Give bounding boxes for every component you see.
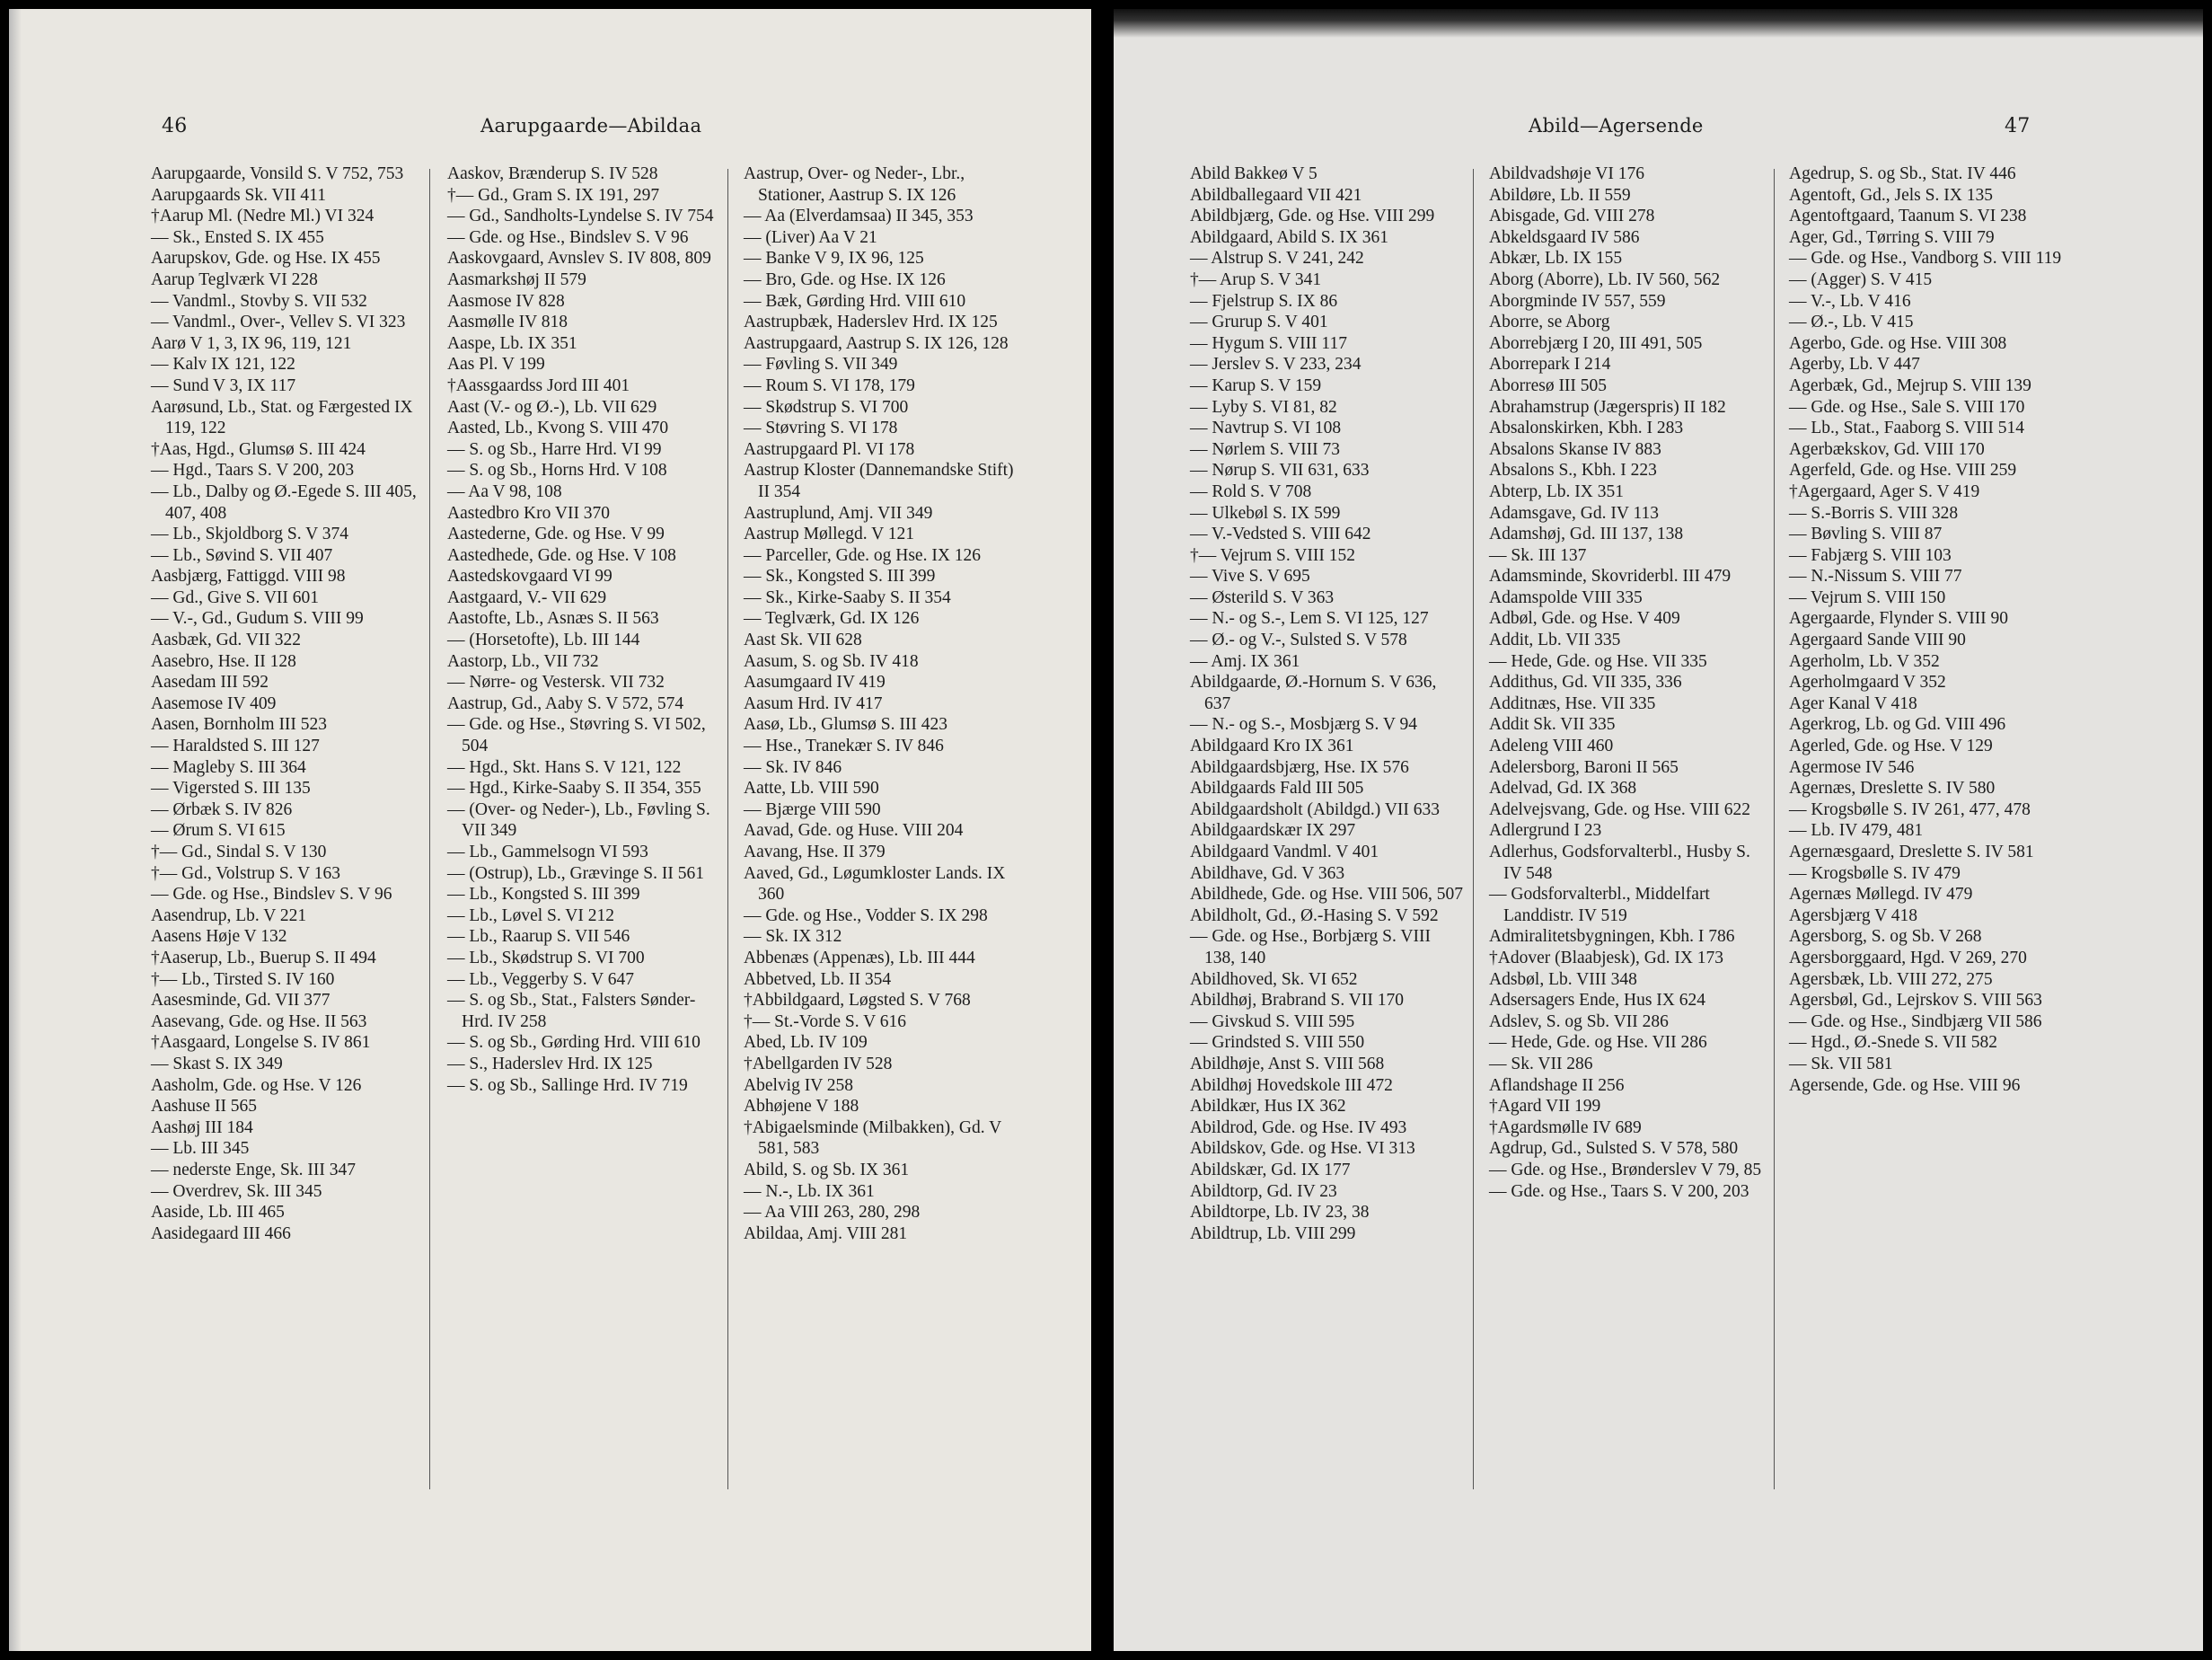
index-entry: †Aas, Hgd., Glumsø S. III 424 xyxy=(151,439,366,459)
index-entry: Aastedhede, Gde. og Hse. V 108 xyxy=(447,545,676,565)
index-entry: Abildballegaard VII 421 xyxy=(1190,185,1362,205)
index-entry: †— Lb., Tirsted S. IV 160 xyxy=(151,969,335,989)
index-entry: Abildbjærg, Gde. og Hse. VIII 299 xyxy=(1190,207,1435,226)
index-entry: Aasebro, Hse. II 128 xyxy=(151,651,296,671)
index-entry: Abildkær, Hus IX 362 xyxy=(1190,1097,1346,1117)
index-entry: — Hede, Gde. og Hse. VII 335 xyxy=(1489,651,1707,671)
index-entry: — Nørup S. VII 631, 633 xyxy=(1190,461,1370,481)
index-entry: Aastedskovgaard VI 99 xyxy=(447,567,612,587)
index-entry: Aasevang, Gde. og Hse. II 563 xyxy=(151,1011,367,1031)
index-entry: Adelvejsvang, Gde. og Hse. VIII 622 xyxy=(1489,799,1750,819)
index-entry: †Aasgaard, Longelse S. IV 861 xyxy=(151,1033,371,1053)
index-entry: Aborre, se Aborg xyxy=(1489,313,1610,332)
index-entry: — V.-, Lb. V 416 xyxy=(1789,291,1911,311)
index-entry: — Bro, Gde. og Hse. IX 126 xyxy=(744,269,946,289)
index-entry: — Gde. og Hse., Taars S. V 200, 203 xyxy=(1489,1181,1749,1201)
index-entry: Aasens Høje V 132 xyxy=(151,927,287,947)
index-entry: Abildvadshøje VI 176 xyxy=(1489,164,1644,183)
index-entry: Absalons Skanse IV 883 xyxy=(1489,439,1661,459)
index-entry: †Agergaard, Ager S. V 419 xyxy=(1789,481,1980,501)
right-column-3 xyxy=(1789,163,2063,1096)
index-entry: — S. og Sb., Horns Hrd. V 108 xyxy=(447,461,667,481)
index-entry: Agersbæk, Lb. VIII 272, 275 xyxy=(1789,969,1993,989)
index-entry: †Abigaelsminde (Milbakken), Gd. V 581, 583 xyxy=(744,1117,1001,1159)
index-entry: Abkær, Lb. IX 155 xyxy=(1489,249,1623,269)
index-entry: Aastrup Møllegd. V 121 xyxy=(744,525,914,544)
index-entry: Addit Sk. VII 335 xyxy=(1489,715,1616,735)
index-entry: Agernæsgaard, Dreslette S. IV 581 xyxy=(1789,843,2034,861)
index-entry: Aatte, Lb. VIII 590 xyxy=(744,779,879,799)
index-entry: — Lyby S. VI 81, 82 xyxy=(1190,397,1337,417)
index-entry: — Lb., Løvel S. VI 212 xyxy=(447,905,614,925)
index-entry: Additnæs, Hse. VII 335 xyxy=(1489,693,1656,713)
index-entry: Agersborggaard, Hgd. V 269, 270 xyxy=(1789,948,2027,967)
index-entry: †Aaserup, Lb., Buerup S. II 494 xyxy=(151,948,376,967)
index-entry: — Lb., Raarup S. VII 546 xyxy=(447,927,630,947)
index-entry: — Hgd., Taars S. V 200, 203 xyxy=(151,461,355,481)
index-entry: — Gde. og Hse., Sindbjærg VII 586 xyxy=(1789,1011,2042,1031)
index-entry: Abildhede, Gde. og Hse. VIII 506, 507 xyxy=(1190,885,1464,905)
index-entry: Aastofte, Lb., Asnæs S. II 563 xyxy=(447,609,659,629)
index-entry: Abrahamstrup (Jægerspris) II 182 xyxy=(1489,397,1726,417)
index-entry: Abildholt, Gd., Ø.-Hasing S. V 592 xyxy=(1190,905,1439,925)
index-entry: Adslev, S. og Sb. VII 286 xyxy=(1489,1011,1669,1031)
index-entry: — Sk. VII 286 xyxy=(1489,1054,1593,1073)
index-entry: Aasendrup, Lb. V 221 xyxy=(151,905,307,925)
index-entry: — Gd., Give S. VII 601 xyxy=(151,587,320,607)
index-entry: Agermose IV 546 xyxy=(1789,757,1915,777)
index-entry: Agerbæk, Gd., Mejrup S. VIII 139 xyxy=(1789,375,2031,395)
index-entry: — Lb., Skjoldborg S. V 374 xyxy=(151,525,348,544)
index-entry: Aasen, Bornholm III 523 xyxy=(151,715,328,735)
left-column-1 xyxy=(151,163,425,1244)
index-entry: — S. og Sb., Harre Hrd. VI 99 xyxy=(447,439,662,459)
index-entry: — Banke V 9, IX 96, 125 xyxy=(744,249,924,269)
index-entry: — Gde. og Hse., Sale S. VIII 170 xyxy=(1789,397,2025,417)
index-entry: — Nørre- og Vestersk. VII 732 xyxy=(447,673,665,693)
index-entry: — Nørlem S. VIII 73 xyxy=(1190,439,1340,459)
index-entry: — Grindsted S. VIII 550 xyxy=(1190,1033,1365,1053)
index-entry: Adeleng VIII 460 xyxy=(1489,737,1614,756)
index-entry: — (Liver) Aa V 21 xyxy=(744,227,877,247)
index-entry: — Ø.- og V.-, Sulsted S. V 578 xyxy=(1190,631,1407,650)
left-column-2 xyxy=(447,163,721,1096)
index-entry: Aborgminde IV 557, 559 xyxy=(1489,291,1666,311)
index-entry: †Agard VII 199 xyxy=(1489,1097,1601,1117)
index-entry: Abildhoved, Sk. VI 652 xyxy=(1190,969,1358,989)
index-entry: †Agardsmølle IV 689 xyxy=(1489,1117,1642,1137)
index-entry: Agersborg, S. og Sb. V 268 xyxy=(1789,927,1982,947)
index-entry: — Lb., Søvind S. VII 407 xyxy=(151,545,333,565)
index-entry: — Krogsbølle S. IV 261, 477, 478 xyxy=(1789,799,2031,819)
index-entry: — Lb., Skødstrup S. VI 700 xyxy=(447,948,645,967)
index-entry: — Skødstrup S. VI 700 xyxy=(744,397,909,417)
index-entry: Aasemose IV 409 xyxy=(151,693,277,713)
index-entry: †— Arup S. V 341 xyxy=(1190,269,1322,289)
index-entry: Abildhave, Gd. V 363 xyxy=(1190,863,1345,883)
index-entry: — Lb., Gammelsogn VI 593 xyxy=(447,843,648,861)
index-entry: Abhøjene V 188 xyxy=(744,1097,859,1117)
left-running-head: Aarupgaarde—Abildaa xyxy=(480,115,702,137)
index-entry: Abildhøj, Brabrand S. VII 170 xyxy=(1190,991,1404,1011)
index-entry: — nederste Enge, Sk. III 347 xyxy=(151,1160,356,1179)
index-entry: Aaspe, Lb. IX 351 xyxy=(447,333,577,353)
index-entry: — Sk. III 137 xyxy=(1489,545,1587,565)
index-entry: — Karup S. V 159 xyxy=(1190,375,1322,395)
index-entry: Agerled, Gde. og Hse. V 129 xyxy=(1789,737,1993,756)
index-entry: Abildgaard, Abild S. IX 361 xyxy=(1190,227,1388,247)
index-entry: — Grurup S. V 401 xyxy=(1190,313,1328,332)
index-entry: Aasø, Lb., Glumsø S. III 423 xyxy=(744,715,947,735)
index-entry: Agentoftgaard, Taanum S. VI 238 xyxy=(1789,207,2027,226)
index-entry: Adsersagers Ende, Hus IX 624 xyxy=(1489,991,1705,1011)
index-entry: — Lb., Stat., Faaborg S. VIII 514 xyxy=(1789,419,2024,438)
index-entry: — Sk., Kongsted S. III 399 xyxy=(744,567,936,587)
index-entry: — Sk. IX 312 xyxy=(744,927,842,947)
index-entry: — Gde. og Hse., Bindslev S. V 96 xyxy=(151,885,392,905)
index-entry: Aasmose IV 828 xyxy=(447,291,565,311)
index-entry: — Lb., Veggerby S. V 647 xyxy=(447,969,635,989)
column-divider xyxy=(429,169,430,1489)
index-entry: — Magleby S. III 364 xyxy=(151,757,306,777)
index-entry: Abildgaardsholt (Abildgd.) VII 633 xyxy=(1190,799,1441,819)
index-entry: — Sk., Kirke-Saaby S. II 354 xyxy=(744,587,951,607)
index-entry: — Godsforvalterbl., Middelfart Landdistr. IV 519 xyxy=(1489,885,1710,925)
index-entry: — Hgd., Ø.-Snede S. VII 582 xyxy=(1789,1033,1998,1053)
right-page-number: 47 xyxy=(2005,115,2031,137)
index-entry: Agerby, Lb. V 447 xyxy=(1789,355,1920,375)
index-entry: Agerkrog, Lb. og Gd. VIII 496 xyxy=(1789,715,2006,735)
index-entry: — (Ostrup), Lb., Grævinge S. II 561 xyxy=(447,863,704,883)
index-entry: Adamsminde, Skovriderbl. III 479 xyxy=(1489,567,1732,587)
index-entry: — N.-, Lb. IX 361 xyxy=(744,1181,875,1201)
index-entry: Aarø V 1, 3, IX 96, 119, 121 xyxy=(151,333,352,353)
index-entry: Aavad, Gde. og Huse. VIII 204 xyxy=(744,821,964,841)
index-entry: Abbenæs (Appenæs), Lb. III 444 xyxy=(744,948,975,967)
index-entry: — V.-, Gd., Gudum S. VIII 99 xyxy=(151,609,364,629)
index-entry: Adsbøl, Lb. VIII 348 xyxy=(1489,969,1637,989)
index-entry: Abildgaardskær IX 297 xyxy=(1190,821,1356,841)
index-entry: Abisgade, Gd. VIII 278 xyxy=(1489,207,1655,226)
page-edge-shade xyxy=(9,9,22,1651)
index-entry: — Alstrup S. V 241, 242 xyxy=(1190,249,1364,269)
index-entry: Abildaa, Amj. VIII 281 xyxy=(744,1223,908,1243)
index-entry: Agernæs Møllegd. IV 479 xyxy=(1789,885,1973,905)
index-entry: Abildtrup, Lb. VIII 299 xyxy=(1190,1223,1356,1243)
index-entry: Agernæs, Dreslette S. IV 580 xyxy=(1789,779,1996,799)
right-column-2 xyxy=(1489,163,1763,1202)
index-entry: Addithus, Gd. VII 335, 336 xyxy=(1489,673,1682,693)
index-entry: †— Gd., Gram S. IX 191, 297 xyxy=(447,185,660,205)
index-entry: †— Gd., Sindal S. V 130 xyxy=(151,843,327,861)
index-entry: Aaside, Lb. III 465 xyxy=(151,1203,285,1223)
index-entry: Aasholm, Gde. og Hse. V 126 xyxy=(151,1075,362,1095)
index-entry: Aastrup, Gd., Aaby S. V 572, 574 xyxy=(447,693,684,713)
index-entry: — Bjærge VIII 590 xyxy=(744,799,881,819)
index-entry: Aastgaard, V.- VII 629 xyxy=(447,587,607,607)
index-entry: Abbetved, Lb. II 354 xyxy=(744,969,892,989)
index-entry: Aastrupgaard Pl. VI 178 xyxy=(744,439,915,459)
index-entry: †Abbildgaard, Løgsted S. V 768 xyxy=(744,991,971,1011)
index-entry: — Gde. og Hse., Støvring S. VI 502, 504 xyxy=(447,715,706,756)
index-entry: Aasedam III 592 xyxy=(151,673,269,693)
index-entry: — Amj. IX 361 xyxy=(1190,651,1300,671)
column-divider xyxy=(1774,169,1775,1489)
index-entry: Abildtorpe, Lb. IV 23, 38 xyxy=(1190,1203,1370,1223)
index-entry: Abild Bakkeø V 5 xyxy=(1190,164,1318,183)
index-entry: — Aa VIII 263, 280, 298 xyxy=(744,1203,921,1223)
index-entry: Aaskovgaard, Avnslev S. IV 808, 809 xyxy=(447,249,711,269)
index-entry: Agersbøl, Gd., Lejrskov S. VIII 563 xyxy=(1789,991,2042,1011)
left-page xyxy=(9,9,1091,1651)
index-entry: — Overdrev, Sk. III 345 xyxy=(151,1181,322,1201)
index-entry: — Fabjærg S. VIII 103 xyxy=(1789,545,1952,565)
index-entry: — Vigersted S. III 135 xyxy=(151,779,311,799)
index-entry: — Rold S. V 708 xyxy=(1190,481,1312,501)
index-entry: — Østerild S. V 363 xyxy=(1190,587,1335,607)
index-entry: — Bøvling S. VIII 87 xyxy=(1789,525,1943,544)
index-entry: Adbøl, Gde. og Hse. V 409 xyxy=(1489,609,1680,629)
index-entry: Absalons S., Kbh. I 223 xyxy=(1489,461,1657,481)
index-entry: — Lb. IV 479, 481 xyxy=(1789,821,1924,841)
index-entry: — Ørum S. VI 615 xyxy=(151,821,286,841)
index-entry: Aarup Teglværk VI 228 xyxy=(151,269,318,289)
index-entry: — N.-Nissum S. VIII 77 xyxy=(1789,567,1962,587)
index-entry: — S.-Borris S. VIII 328 xyxy=(1789,503,1959,523)
index-entry: Absalonskirken, Kbh. I 283 xyxy=(1489,419,1684,438)
index-entry: — N.- og S.-, Lem S. VI 125, 127 xyxy=(1190,609,1429,629)
index-entry: Abildhøj Hovedskole III 472 xyxy=(1190,1075,1393,1095)
index-entry: — Kalv IX 121, 122 xyxy=(151,355,295,375)
index-entry: Aasted, Lb., Kvong S. VIII 470 xyxy=(447,419,669,438)
index-entry: — Sk., Ensted S. IX 455 xyxy=(151,227,324,247)
index-entry: — N.- og S.-, Mosbjærg S. V 94 xyxy=(1190,715,1418,735)
index-entry: †— Vejrum S. VIII 152 xyxy=(1190,545,1355,565)
index-entry: — (Agger) S. V 415 xyxy=(1789,269,1933,289)
index-entry: Adelersborg, Baroni II 565 xyxy=(1489,757,1679,777)
index-entry: — Hgd., Kirke-Saaby S. II 354, 355 xyxy=(447,779,701,799)
index-entry: — Ø.-, Lb. V 415 xyxy=(1789,313,1914,332)
left-column-3 xyxy=(744,163,1018,1244)
index-entry: Aastrupgaard, Aastrup S. IX 126, 128 xyxy=(744,333,1009,353)
index-entry: — Givskud S. VIII 595 xyxy=(1190,1011,1355,1031)
index-entry: — Aa (Elverdamsaa) II 345, 353 xyxy=(744,207,974,226)
index-entry: — (Horsetofte), Lb. III 144 xyxy=(447,631,640,650)
index-entry: Abildgaard Kro IX 361 xyxy=(1190,737,1354,756)
index-entry: — S. og Sb., Sallinge Hrd. IV 719 xyxy=(447,1075,688,1095)
index-entry: Aarøsund, Lb., Stat. og Færgested IX 119, 122 xyxy=(151,397,413,438)
index-entry: Abildgaardsbjærg, Hse. IX 576 xyxy=(1190,757,1409,777)
index-entry: Abelvig IV 258 xyxy=(744,1075,854,1095)
right-page xyxy=(1114,9,2203,1651)
index-entry: Aflandshage II 256 xyxy=(1489,1075,1625,1095)
index-entry: Aaved, Gd., Løgumkloster Lands. IX 360 xyxy=(744,863,1006,905)
index-entry: Aarupskov, Gde. og Hse. IX 455 xyxy=(151,249,381,269)
index-entry: Aaskov, Brænderup S. IV 528 xyxy=(447,164,658,183)
index-entry: — Støvring S. VI 178 xyxy=(744,419,898,438)
index-entry: — Gde. og Hse., Borbjærg S. VIII 138, 140 xyxy=(1190,927,1431,967)
index-entry: Abed, Lb. IV 109 xyxy=(744,1033,868,1053)
left-page-number: 46 xyxy=(162,115,188,137)
index-entry: Adamspolde VIII 335 xyxy=(1489,587,1643,607)
index-entry: Aastorp, Lb., VII 732 xyxy=(447,651,599,671)
index-entry: — Lb., Kongsted S. III 399 xyxy=(447,885,640,905)
index-entry: Aborresø III 505 xyxy=(1489,375,1608,395)
index-entry: — S. og Sb., Stat., Falsters Sønder-Hrd. IV 258 xyxy=(447,991,696,1031)
index-entry: — Hede, Gde. og Hse. VII 286 xyxy=(1489,1033,1707,1053)
index-entry: — Vejrum S. VIII 150 xyxy=(1789,587,1946,607)
index-entry: Aastruplund, Amj. VII 349 xyxy=(744,503,933,523)
index-entry: — Ulkebøl S. IX 599 xyxy=(1190,503,1341,523)
index-entry: — Gde. og Hse., Brønderslev V 79, 85 xyxy=(1489,1160,1762,1179)
index-entry: Abkeldsgaard IV 586 xyxy=(1489,227,1640,247)
index-entry: Aashuse II 565 xyxy=(151,1097,258,1117)
index-entry: — (Over- og Neder-), Lb., Føvling S. VII 349 xyxy=(447,799,710,841)
index-entry: — Sund V 3, IX 117 xyxy=(151,375,296,395)
index-entry: — Gd., Sandholts-Lyndelse S. IV 754 xyxy=(447,207,714,226)
index-entry: — Bæk, Gørding Hrd. VIII 610 xyxy=(744,291,966,311)
index-entry: — Teglværk, Gd. IX 126 xyxy=(744,609,920,629)
index-entry: Agdrup, Gd., Sulsted S. V 578, 580 xyxy=(1489,1139,1739,1159)
index-entry: Abildrod, Gde. og Hse. IV 493 xyxy=(1190,1117,1407,1137)
index-entry: †— Gd., Volstrup S. V 163 xyxy=(151,863,340,883)
index-entry: — Fjelstrup S. IX 86 xyxy=(1190,291,1338,311)
index-entry: Abild, S. og Sb. IX 361 xyxy=(744,1160,910,1179)
index-entry: Agedrup, S. og Sb., Stat. IV 446 xyxy=(1789,164,2016,183)
index-entry: — Sk. IV 846 xyxy=(744,757,842,777)
index-entry: Abildskov, Gde. og Hse. VI 313 xyxy=(1190,1139,1415,1159)
index-entry: †Aarup Ml. (Nedre Ml.) VI 324 xyxy=(151,207,375,226)
column-divider xyxy=(1473,169,1474,1489)
index-entry: Aasmølle IV 818 xyxy=(447,313,568,332)
index-entry: Adamshøj, Gd. III 137, 138 xyxy=(1489,525,1684,544)
index-entry: †Abellgarden IV 528 xyxy=(744,1054,893,1073)
index-entry: — Lb., Dalby og Ø.-Egede S. III 405, 407, 408 xyxy=(151,481,417,523)
index-entry: Aast (V.- og Ø.-), Lb. VII 629 xyxy=(447,397,657,417)
index-entry: Abildhøje, Anst S. VIII 568 xyxy=(1190,1054,1385,1073)
index-entry: Agerholmgaard V 352 xyxy=(1789,673,1946,693)
index-entry: Agerbo, Gde. og Hse. VIII 308 xyxy=(1789,333,2007,353)
index-entry: Agentoft, Gd., Jels S. IX 135 xyxy=(1789,185,1993,205)
index-entry: †Adover (Blaabjesk), Gd. IX 173 xyxy=(1489,948,1724,967)
index-entry: Ager, Gd., Tørring S. VIII 79 xyxy=(1789,227,1995,247)
index-entry: Abildgaarde, Ø.-Hornum S. V 636, 637 xyxy=(1190,673,1437,713)
index-entry: Aastrup, Over- og Neder-, Lbr., Stationer, Aastrup S. IX 126 xyxy=(744,164,965,205)
index-entry: — Hgd., Skt. Hans S. V 121, 122 xyxy=(447,757,682,777)
index-entry: Aasesminde, Gd. VII 377 xyxy=(151,991,330,1011)
index-entry: Abildskær, Gd. IX 177 xyxy=(1190,1160,1351,1179)
index-entry: †— St.-Vorde S. V 616 xyxy=(744,1011,906,1031)
index-entry: Abildøre, Lb. II 559 xyxy=(1489,185,1631,205)
index-entry: — Navtrup S. VI 108 xyxy=(1190,419,1342,438)
index-entry: — Haraldsted S. III 127 xyxy=(151,737,320,756)
index-entry: Abildtorp, Gd. IV 23 xyxy=(1190,1181,1337,1201)
index-entry: — S. og Sb., Gørding Hrd. VIII 610 xyxy=(447,1033,701,1053)
index-entry: Aborrepark I 214 xyxy=(1489,355,1611,375)
index-entry: — Gde. og Hse., Bindslev S. V 96 xyxy=(447,227,689,247)
index-entry: Admiralitetsbygningen, Kbh. I 786 xyxy=(1489,927,1735,947)
index-entry: — Roum S. VI 178, 179 xyxy=(744,375,915,395)
index-entry: Aarupgaarde, Vonsild S. V 752, 753 xyxy=(151,164,404,183)
index-entry: Aashøj III 184 xyxy=(151,1117,253,1137)
index-entry: Aborg (Aborre), Lb. IV 560, 562 xyxy=(1489,269,1721,289)
index-entry: — Lb. III 345 xyxy=(151,1139,250,1159)
index-entry: — Parceller, Gde. og Hse. IX 126 xyxy=(744,545,982,565)
index-entry: Abildgaards Fald III 505 xyxy=(1190,779,1364,799)
index-entry: Aast Sk. VII 628 xyxy=(744,631,862,650)
index-entry: Agersbjærg V 418 xyxy=(1789,905,1918,925)
index-entry: Ager Kanal V 418 xyxy=(1789,693,1917,713)
index-entry: Aarupgaards Sk. VII 411 xyxy=(151,185,326,205)
index-entry: Aastedbro Kro VII 370 xyxy=(447,503,611,523)
index-entry: Agerbækskov, Gd. VIII 170 xyxy=(1789,439,1985,459)
index-entry: — Aa V 98, 108 xyxy=(447,481,562,501)
index-entry: — S., Haderslev Hrd. IX 125 xyxy=(447,1054,653,1073)
index-entry: †Aassgaardss Jord III 401 xyxy=(447,375,630,395)
index-entry: Aborrebjærg I 20, III 491, 505 xyxy=(1489,333,1703,353)
index-entry: — Hygum S. VIII 117 xyxy=(1190,333,1347,353)
index-entry: Agergaarde, Flynder S. VIII 90 xyxy=(1789,609,2009,629)
index-entry: Adamsgave, Gd. IV 113 xyxy=(1489,503,1660,523)
binding-shadow xyxy=(1114,9,2203,38)
index-entry: — V.-Vedsted S. VIII 642 xyxy=(1190,525,1371,544)
index-entry: — Skast S. IX 349 xyxy=(151,1054,283,1073)
right-column-1 xyxy=(1190,163,1464,1244)
index-entry: — Hse., Tranekær S. IV 846 xyxy=(744,737,944,756)
index-entry: Agergaard Sande VIII 90 xyxy=(1789,631,1966,650)
index-entry: — Gde. og Hse., Vandborg S. VIII 119 xyxy=(1789,249,2062,269)
index-entry: Adlergrund I 23 xyxy=(1489,821,1602,841)
index-entry: — Vandml., Over-, Vellev S. VI 323 xyxy=(151,313,406,332)
column-divider xyxy=(727,169,728,1489)
index-entry: — Gde. og Hse., Vodder S. IX 298 xyxy=(744,905,988,925)
index-entry: Aastrupbæk, Haderslev Hrd. IX 125 xyxy=(744,313,998,332)
index-entry: Aas Pl. V 199 xyxy=(447,355,545,375)
index-entry: — Ørbæk S. IV 826 xyxy=(151,799,293,819)
index-entry: — Jerslev S. V 233, 234 xyxy=(1190,355,1362,375)
index-entry: Aastederne, Gde. og Hse. V 99 xyxy=(447,525,665,544)
index-entry: Abildgaard Vandml. V 401 xyxy=(1190,843,1379,861)
index-entry: Aasmarkshøj II 579 xyxy=(447,269,586,289)
index-entry: Aasumgaard IV 419 xyxy=(744,673,886,693)
index-entry: Aasbæk, Gd. VII 322 xyxy=(151,631,302,650)
index-entry: Agersende, Gde. og Hse. VIII 96 xyxy=(1789,1075,2021,1095)
index-entry: — Vandml., Stovby S. VII 532 xyxy=(151,291,367,311)
index-entry: Adelvad, Gd. IX 368 xyxy=(1489,779,1637,799)
index-entry: — Sk. VII 581 xyxy=(1789,1054,1893,1073)
index-entry: — Vive S. V 695 xyxy=(1190,567,1310,587)
index-entry: Agerholm, Lb. V 352 xyxy=(1789,651,1940,671)
index-entry: Agerfeld, Gde. og Hse. VIII 259 xyxy=(1789,461,2017,481)
index-entry: Addit, Lb. VII 335 xyxy=(1489,631,1621,650)
index-entry: Aavang, Hse. II 379 xyxy=(744,843,886,861)
right-running-head: Abild—Agersende xyxy=(1529,115,1704,137)
index-entry: Aastrup Kloster (Dannemandske Stift) II 354 xyxy=(744,461,1014,501)
index-entry: Aasidegaard III 466 xyxy=(151,1223,291,1243)
index-entry: — Føvling S. VII 349 xyxy=(744,355,898,375)
index-entry: Aasum, S. og Sb. IV 418 xyxy=(744,651,919,671)
index-entry: Aasbjærg, Fattiggd. VIII 98 xyxy=(151,567,346,587)
index-entry: Aasum Hrd. IV 417 xyxy=(744,693,883,713)
index-entry: Abterp, Lb. IX 351 xyxy=(1489,481,1625,501)
index-entry: Adlerhus, Godsforvalterbl., Husby S. IV 548 xyxy=(1489,843,1750,883)
index-entry: — Krogsbølle S. IV 479 xyxy=(1789,863,1961,883)
